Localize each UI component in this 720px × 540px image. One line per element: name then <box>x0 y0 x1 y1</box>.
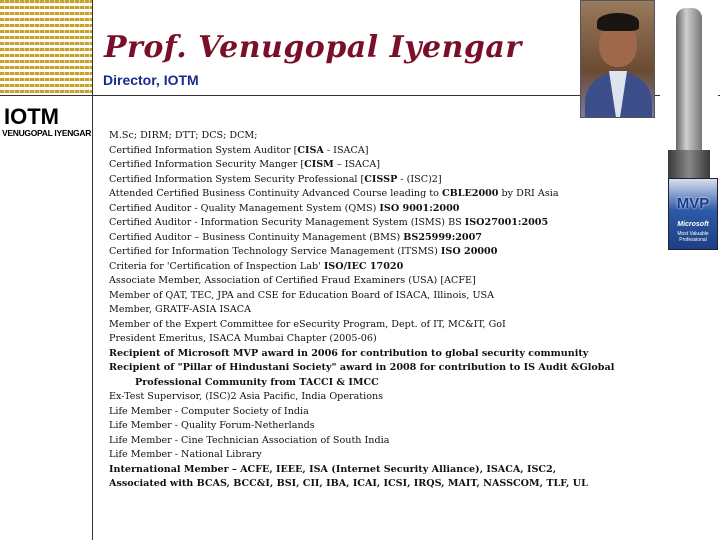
membership-row: Life Member - National Library <box>109 449 262 460</box>
credential-row: Certified Information Security Manger [CISM – ISACA] <box>109 159 380 170</box>
vertical-divider <box>92 0 93 540</box>
page-subtitle: Director, IOTM <box>103 72 199 88</box>
trophy-base <box>668 150 710 180</box>
mvp-brand: Microsoft <box>677 221 709 228</box>
credential-row: President Emeritus, ISACA Mumbai Chapter (2005-06) <box>109 333 377 344</box>
credential-row: Attended Certified Business Continuity Advanced Course leading to CBLE2000 by DRI Asia <box>109 188 559 199</box>
portrait-hair <box>597 13 639 31</box>
credential-row: Criteria for 'Certification of Inspection Lab' ISO/IEC 17020 <box>109 260 404 272</box>
decorative-stripes <box>0 0 92 95</box>
page-title: Prof. Venugopal Iyengar <box>104 30 522 65</box>
credential-row: Certified for Information Technology Service Management (ITSMS) ISO 20000 <box>109 246 498 257</box>
credential-row: Associate Member, Association of Certified Fraud Examiners (USA) [ACFE] <box>109 275 476 286</box>
mvp-subtitle: Most Valuable Professional <box>677 231 709 243</box>
award-row: Recipient of "Pillar of Hindustani Society" award in 2008 for contribution to IS Audit &Global <box>109 362 615 373</box>
credential-row: Certified Auditor - Information Security Management System (ISMS) BS ISO27001:2005 <box>109 217 549 228</box>
logo-mark: IOTM <box>4 104 59 129</box>
membership-row: Life Member - Cine Technician Association of South India <box>109 434 390 446</box>
membership-row: Life Member - Quality Forum-Netherlands <box>109 420 315 431</box>
logo-name: VENUGOPAL IYENGAR <box>2 128 92 138</box>
credentials-list <box>109 129 669 492</box>
award-row: Professional Community from TACCI & IMCC <box>135 376 379 388</box>
credential-row: Certified Auditor - Quality Management System (QMS) ISO 9001:2000 <box>109 202 460 214</box>
credential-row: M.Sc; DIRM; DTT; DCS; DCM; <box>109 130 258 141</box>
affiliation-row: Associated with BCAS, BCC&I, BSI, CII, IBA, ICAI, ICSI, IRQS, MAIT, NASSCOM, TLF, UL <box>109 478 588 489</box>
credential-row: Certified Information System Auditor [CISA - ISACA] <box>109 144 369 156</box>
membership-row: Ex-Test Supervisor, (ISC)2 Asia Pacific, India Operations <box>109 391 384 402</box>
credential-row: Member of the Expert Committee for eSecurity Program, Dept. of IT, MC&IT, GoI <box>109 318 506 330</box>
credential-row: Certified Auditor – Business Continuity Management (BMS) BS25999:2007 <box>109 231 482 243</box>
portrait-photo <box>580 0 655 118</box>
mvp-text: MVP <box>676 195 710 212</box>
microsoft-mvp-badge <box>668 178 718 250</box>
affiliation-row: International Member – ACFE, IEEE, ISA (Internet Security Alliance), ISACA, ISC2, <box>109 463 557 475</box>
credential-row: Certified Information System Security Professional [CISSP - (ISC)2] <box>109 173 442 185</box>
trophy-body <box>676 8 702 158</box>
award-row: Recipient of Microsoft MVP award in 2006 for contribution to global security community <box>109 347 589 359</box>
membership-row: Life Member - Computer Society of India <box>109 405 309 417</box>
iotm-logo <box>0 100 92 140</box>
credential-row: Member, GRATF-ASIA ISACA <box>109 304 252 315</box>
credential-row: Member of QAT, TEC, JPA and CSE for Education Board of ISACA, Illinois, USA <box>109 289 495 301</box>
